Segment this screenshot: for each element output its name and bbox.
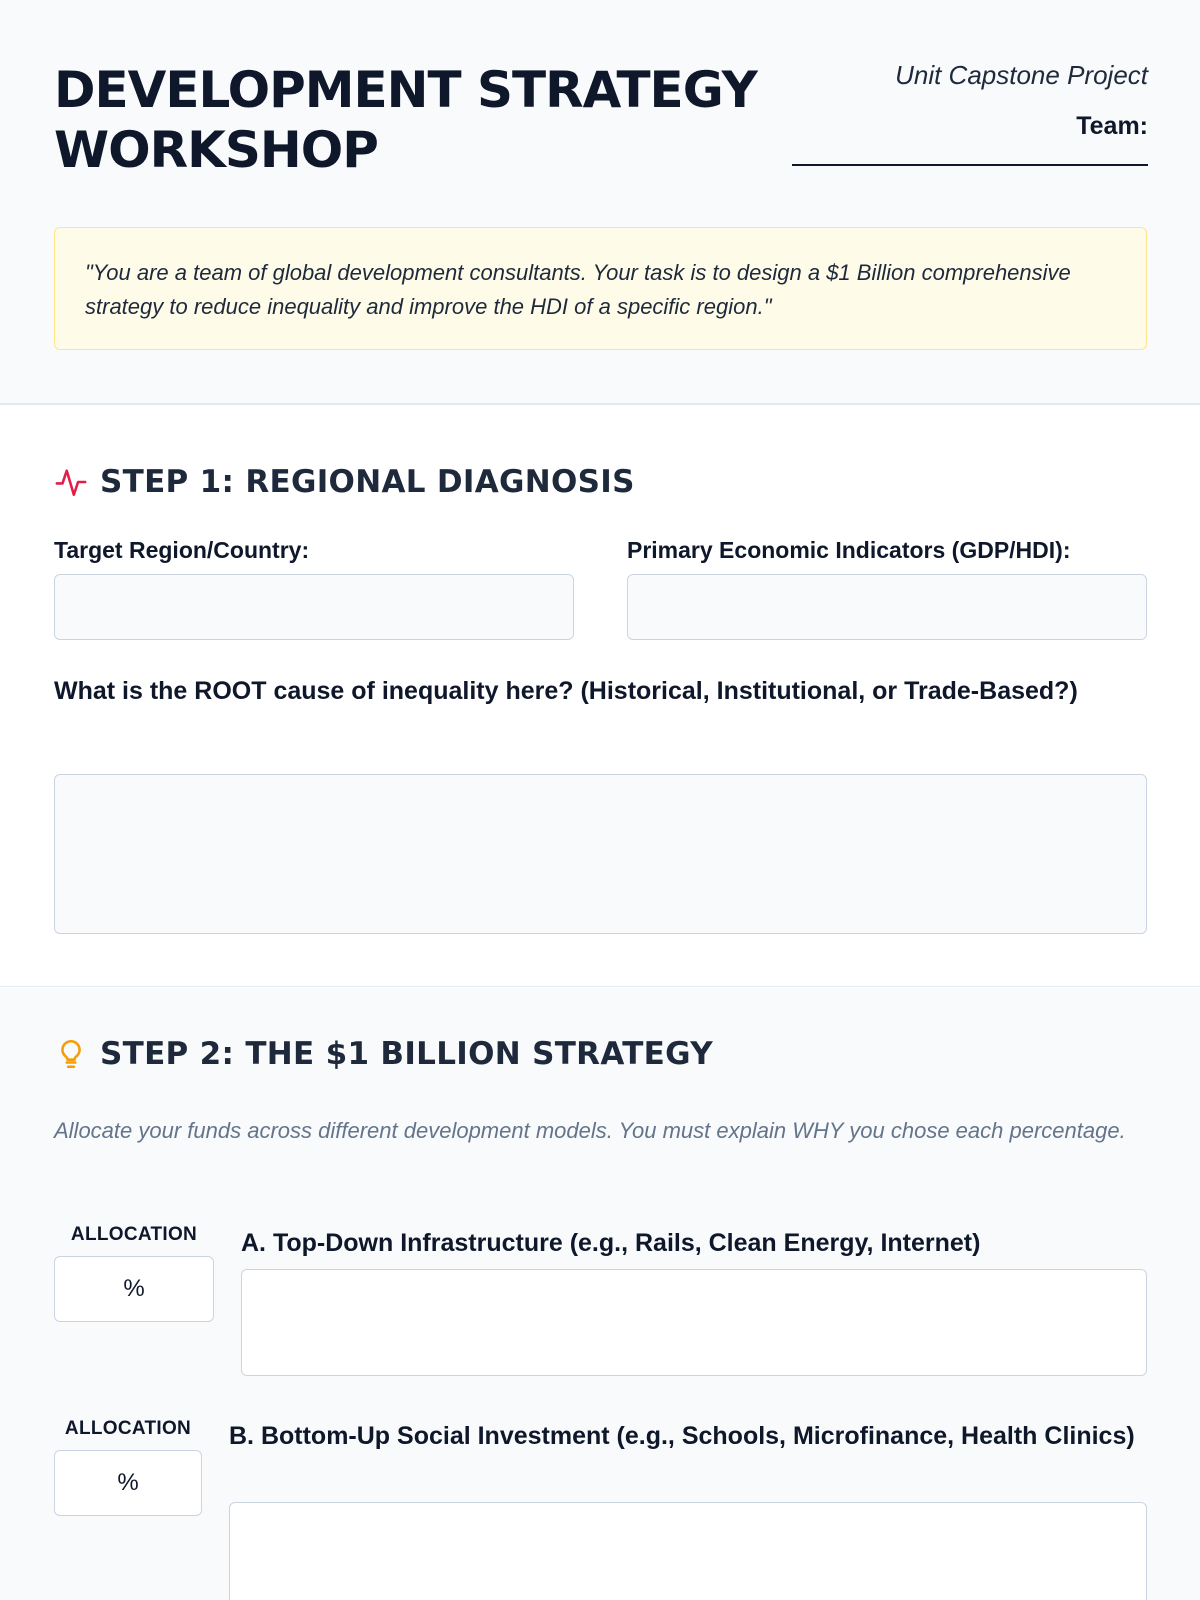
header-meta — [768, 58, 1148, 166]
step1-section — [0, 407, 1200, 987]
indicators-input[interactable] — [627, 574, 1147, 640]
allocation-input[interactable] — [54, 1450, 202, 1516]
step1-title: STEP 1: REGIONAL DIAGNOSIS — [100, 464, 635, 500]
strategy-title: B. Bottom-Up Social Investment (e.g., Schools, Microfinance, Health Clinics) — [229, 1422, 1135, 1450]
allocation-label: ALLOCATION — [64, 1418, 192, 1439]
step2-title: STEP 2: THE $1 BILLION STRATEGY — [100, 1036, 713, 1072]
lightbulb-icon — [54, 1037, 88, 1071]
percent-sign: % — [123, 1275, 145, 1302]
project-subtitle: Unit Capstone Project — [895, 60, 1148, 90]
team-label: Team: — [1076, 112, 1148, 140]
page-title: DEVELOPMENT STRATEGY WORKSHOP — [54, 61, 757, 179]
strategy-explanation-input[interactable] — [229, 1502, 1147, 1600]
percent-sign: % — [117, 1469, 139, 1496]
scenario-text: "You are a team of global development consultants. Your task is to design a $1 Billion comprehensive strategy to reduce inequality and improve the HDI of a specific region." — [85, 260, 1071, 319]
root-cause-textarea[interactable] — [54, 774, 1147, 934]
region-label: Target Region/Country: — [54, 537, 310, 563]
step1-heading — [54, 464, 635, 500]
team-name-line[interactable] — [792, 164, 1148, 166]
region-input[interactable] — [54, 574, 574, 640]
step2-heading — [54, 1036, 713, 1072]
strategy-explanation-input[interactable] — [241, 1269, 1147, 1376]
scenario-box — [54, 227, 1147, 350]
worksheet-header — [0, 0, 1200, 405]
root-cause-label: What is the ROOT cause of inequality here? (Historical, Institutional, or Trade-Based?) — [54, 677, 1078, 705]
strategy-title: A. Top-Down Infrastructure (e.g., Rails, Clean Energy, Internet) — [241, 1229, 981, 1257]
step2-section — [0, 988, 1200, 1600]
indicators-label: Primary Economic Indicators (GDP/HDI): — [627, 537, 1071, 563]
allocation-label: ALLOCATION — [70, 1224, 198, 1245]
allocation-input[interactable] — [54, 1256, 214, 1322]
step2-instructions: Allocate your funds across different development models. You must explain WHY you chose each percentage. — [54, 1118, 1126, 1143]
activity-pulse-icon — [54, 465, 88, 499]
